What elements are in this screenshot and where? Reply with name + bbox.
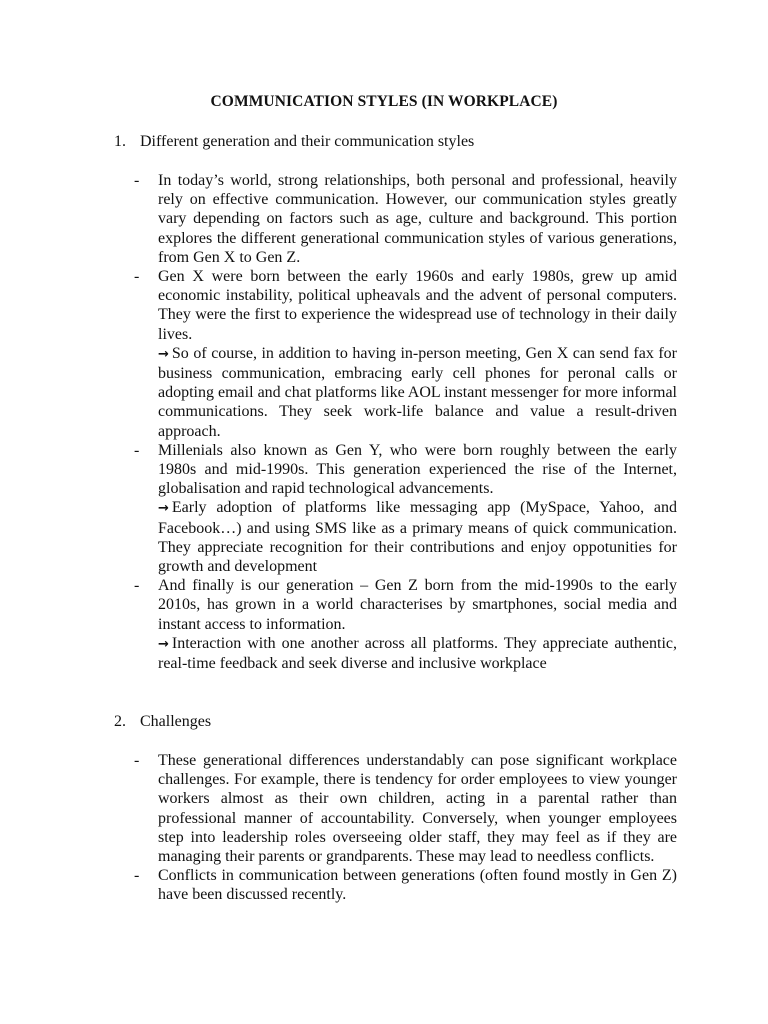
bullet-dash: - (134, 752, 140, 769)
arrow-paragraph (158, 344, 677, 441)
item-text: In today’s world, strong relationships, both personal and professional, heavily rely on effective communication. However, our communication styles greatly vary depending on factors such as age, culture and background. This portion explores the different generational communication styles of various generations, from Gen X to Gen Z. (158, 172, 677, 266)
list-item (134, 866, 677, 904)
right-arrow-icon: → (158, 501, 169, 517)
item-text: Gen X were born between the early 1960s and early 1980s, grew up amid economic instability, political upheavals and the advent of personal computers. They were the first to experience the widespread use of technology in their daily lives. (158, 268, 677, 343)
list-item (134, 576, 677, 673)
section-number: 1. (114, 133, 126, 150)
arrow-paragraph (158, 498, 677, 576)
arrow-paragraph (158, 634, 677, 673)
section-2-list (134, 751, 677, 905)
list-item (134, 751, 677, 866)
section-number: 2. (114, 713, 126, 730)
bullet-dash: - (134, 441, 140, 459)
document-title: COMMUNICATION STYLES (IN WORKPLACE) (210, 93, 558, 110)
right-arrow-icon: → (158, 636, 169, 652)
right-arrow-icon: → (158, 346, 169, 362)
item-text: These generational differences understandably can pose significant workplace challenges. For example, there is tendency for order employees to view younger workers almost as their own children, acting in a parental rather than professional manner of accountability. Conversely, when younger employees step into leadership roles overseeing older staff, they may feel as if they are managing their parents or grandparents. These may lead to needless conflicts. (158, 752, 677, 866)
section-heading-1 (114, 133, 674, 151)
item-text: Conflicts in communication between generations (often found mostly in Gen Z) have been discussed recently. (158, 867, 677, 904)
section-1-list (134, 171, 677, 673)
bullet-dash: - (134, 577, 140, 595)
arrow-text: Interaction with one another across all platforms. They appreciate authentic, real-time feedback and seek diverse and inclusive workplace (158, 634, 677, 673)
bullet-dash: - (134, 268, 140, 286)
arrow-text: Early adoption of platforms like messaging app (MySpace, Yahoo, and Facebook…) and using SMS like as a primary means of quick communication. They appreciate recognition for their contributions and enjoy oppotunities for growth and development (158, 499, 677, 576)
item-text: And finally is our generation – Gen Z born from the mid-1990s to the early 2010s, has grown in a world characterises by smartphones, social media and instant access to information. (158, 577, 677, 633)
bullet-dash: - (134, 867, 140, 885)
section-title: Different generation and their communication styles (140, 133, 475, 150)
list-item (134, 171, 677, 267)
section-title: Challenges (140, 713, 212, 730)
list-item (134, 267, 677, 441)
item-text: Millenials also known as Gen Y, who were born roughly between the early 1980s and mid-1990s. This generation experienced the rise of the Internet, globalisation and rapid technological advancements. (158, 441, 677, 498)
list-item (134, 441, 677, 576)
section-heading-2 (114, 713, 674, 731)
arrow-text: So of course, in addition to having in-person meeting, Gen X can send fax for business communication, embracing early cell phones for peronal calls or adopting email and chat platforms like AOL instant messenger for more informal communications. They seek work-life balance and value a result-driven approach. (158, 344, 677, 440)
bullet-dash: - (134, 172, 140, 189)
